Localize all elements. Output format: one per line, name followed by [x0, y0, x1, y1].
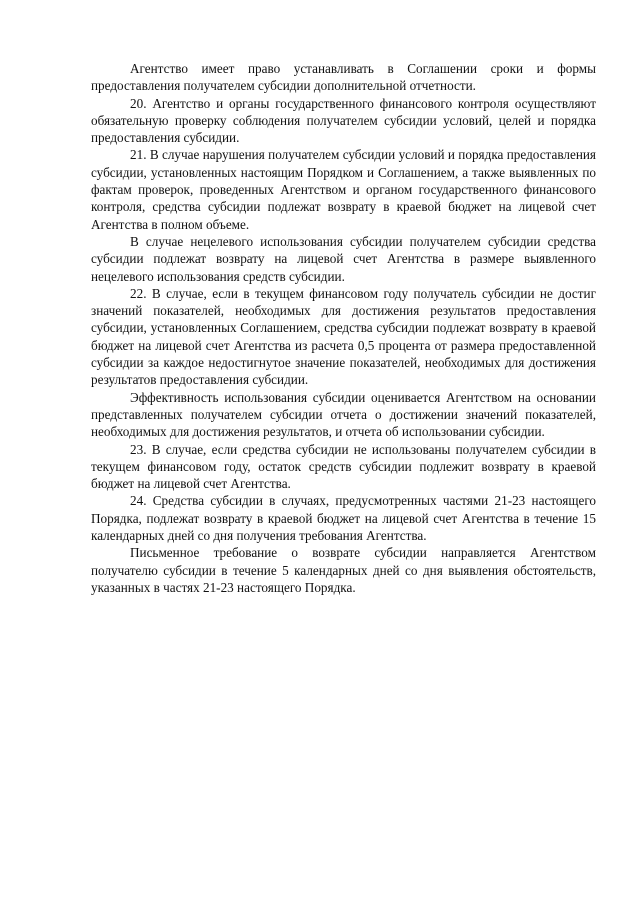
- paragraph-24: 24. Средства субсидии в случаях, предусмотренных частями 21-23 настоящего Порядка, подлежат возврату в краевой бюджет на лицевой счет Агентства в течение 15 календарных дней со дня получения требования Агентства.: [91, 493, 596, 544]
- document-body: [91, 60, 596, 596]
- paragraph-22: 22. В случае, если в текущем финансовом году получатель субсидии не достиг значений показателей, необходимых для достижения результатов предоставления субсидии, установленных Соглашением, средства субсидии подлежат возврату в краевой бюджет на лицевой счет Агентства из расчета 0,5 процента от размера предоставленной субсидии за каждое недостигнутое значение показателей, необходимых для достижения результатов предоставления субсидии.: [91, 285, 596, 388]
- paragraph-written-demand: Письменное требование о возврате субсидии направляется Агентством получателю субсидии в течение 5 календарных дней со дня выявления обстоятельств, указанных в частях 21-23 настоящего Порядка.: [91, 545, 596, 595]
- paragraph-reporting-rights: Агентство имеет право устанавливать в Соглашении сроки и формы предоставления получателем субсидии дополнительной отчетности.: [91, 61, 596, 94]
- paragraph-23: 23. В случае, если средства субсидии не использованы получателем субсидии в текущем финансовом году, остаток средств субсидии подлежит возврату в краевой бюджет на лицевой счет Агентства.: [91, 441, 596, 492]
- paragraph-efficiency: Эффективность использования субсидии оценивается Агентством на основании представленных получателем субсидии отчета о достижении значений показателей, необходимых для достижения результатов, и отчета об использовании субсидии.: [91, 389, 596, 440]
- paragraph-21: 21. В случае нарушения получателем субсидии условий и порядка предоставления субсидии, установленных настоящим Порядком и Соглашением, а также выявленных по фактам проверок, проведенных Агентством и органом государственного финансового контроля, средства субсидии подлежат возврату в краевой бюджет на лицевой счет Агентства в полном объеме.: [91, 147, 596, 232]
- paragraph-misuse: В случае нецелевого использования субсидии получателем субсидии средства субсидии подлежат возврату на лицевой счет Агентства в размере выявленного нецелевого использования средств субсидии.: [91, 233, 596, 284]
- paragraph-20: 20. Агентство и органы государственного финансового контроля осуществляют обязательную проверку соблюдения получателем субсидии условий, целей и порядка предоставления субсидии.: [91, 95, 596, 146]
